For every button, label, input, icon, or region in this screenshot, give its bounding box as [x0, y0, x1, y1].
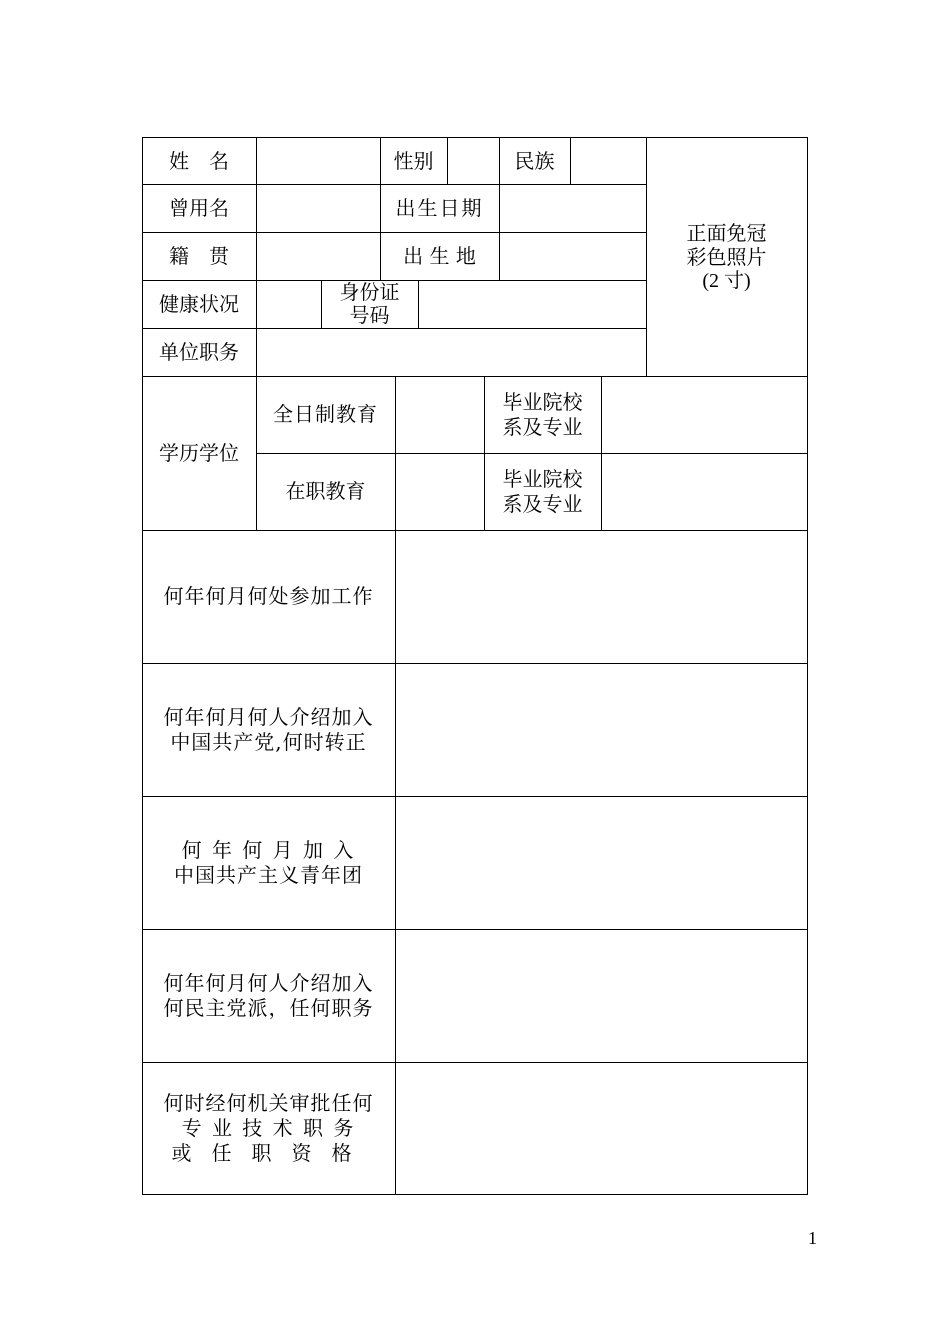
tech-title-label: 何时经何机关审批任何 专 业 技 术 职 务 或 任 职 资 格 — [163, 1090, 374, 1165]
birthplace-field[interactable] — [500, 233, 646, 280]
inservice-education-label: 在职教育 — [285, 479, 366, 503]
name-field[interactable] — [257, 138, 380, 184]
gender-label: 性别 — [393, 148, 434, 173]
former-name-field[interactable] — [257, 185, 380, 232]
birth-date-label: 出生日期 — [395, 195, 484, 220]
youth-league-label: 何 年 何 月 加 入 中国共产主义青年团 — [174, 837, 363, 887]
birth-date-field[interactable] — [500, 185, 646, 232]
fulltime-school-field[interactable] — [602, 377, 807, 453]
health-label: 健康状况 — [159, 291, 239, 316]
former-name-label: 曾用名 — [169, 195, 229, 220]
inservice-school-major-label: 毕业院校 系及专业 — [502, 466, 583, 516]
gender-field[interactable] — [448, 138, 499, 184]
id-number-label: 身份证 号码 — [339, 280, 400, 327]
fulltime-education-label: 全日制教育 — [273, 402, 378, 426]
party-join-field[interactable] — [396, 664, 807, 796]
page-number: 1 — [808, 1228, 817, 1248]
education-label: 学历学位 — [159, 440, 239, 465]
native-place-field[interactable] — [257, 233, 380, 280]
ethnicity-label: 民族 — [514, 148, 555, 173]
democratic-party-field[interactable] — [396, 930, 807, 1062]
work-start-field[interactable] — [396, 531, 807, 663]
birthplace-label: 出 生 地 — [403, 243, 476, 268]
photo-placeholder: 正面免冠 彩色照片 (2 寸) — [686, 220, 767, 292]
party-join-label: 何年何月何人介绍加入 中国共产党,何时转正 — [163, 704, 374, 754]
fulltime-school-major-label: 毕业院校 系及专业 — [502, 389, 583, 439]
native-place-label: 籍 贯 — [169, 243, 229, 268]
unit-position-field[interactable] — [257, 329, 646, 376]
tech-title-field[interactable] — [396, 1063, 807, 1194]
democratic-party-label: 何年何月何人介绍加入 何民主党派，任何职务 — [163, 970, 374, 1020]
fulltime-degree-field[interactable] — [396, 377, 484, 453]
unit-position-label: 单位职务 — [159, 339, 239, 364]
name-label: 姓 名 — [169, 148, 229, 173]
health-field[interactable] — [257, 281, 321, 328]
inservice-school-field[interactable] — [602, 454, 807, 530]
inservice-degree-field[interactable] — [396, 454, 484, 530]
ethnicity-field[interactable] — [571, 138, 646, 184]
work-start-label: 何年何月何处参加工作 — [163, 584, 374, 608]
id-number-field[interactable] — [419, 281, 646, 328]
youth-league-field[interactable] — [396, 797, 807, 929]
